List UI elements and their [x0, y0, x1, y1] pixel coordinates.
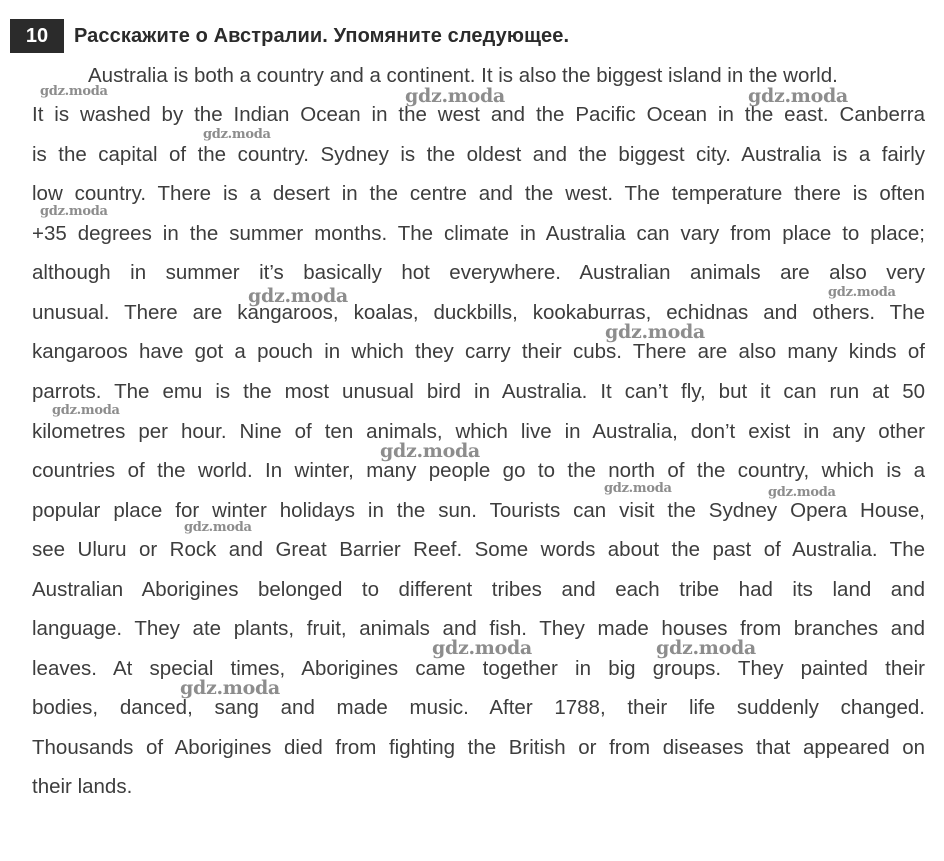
text-line: Australia is both a country and a continent. It is also the biggest island in the world.: [88, 64, 838, 87]
text-line: low country. There is a desert in the centre and the west. The temperature there is often: [32, 182, 925, 205]
watermark: gdz.moda: [52, 403, 120, 418]
text-line: kilometres per hour. Nine of ten animals, which live in Australia, don’t exist in any other: [32, 420, 925, 443]
text-line: leaves. At special times, Aborigines came together in big groups. They painted their: [32, 657, 925, 680]
text-line: parrots. The emu is the most unusual bird in Australia. It can’t fly, but it can run at 50: [32, 380, 925, 403]
text-line: Australian Aborigines belonged to different tribes and each tribe had its land and: [32, 578, 925, 601]
watermark: gdz.moda: [748, 85, 848, 107]
watermark: gdz.moda: [40, 204, 108, 219]
text-line: countries of the world. In winter, many people go to the north of the country, which is a: [32, 459, 925, 482]
watermark: gdz.moda: [405, 85, 505, 107]
watermark: gdz.moda: [380, 440, 480, 462]
watermark: gdz.moda: [432, 637, 532, 659]
text-line: popular place for winter holidays in the sun. Tourists can visit the Sydney Opera House,: [32, 499, 925, 522]
watermark: gdz.moda: [656, 637, 756, 659]
task-title: Расскажите о Австралии. Упомяните следующее.: [74, 24, 570, 47]
watermark: gdz.moda: [605, 321, 705, 343]
task-header: [10, 18, 569, 54]
watermark: gdz.moda: [184, 520, 252, 535]
task-number-badge: 10: [10, 19, 64, 53]
watermark: gdz.moda: [203, 127, 271, 142]
text-line: Thousands of Aborigines died from fighting the British or from diseases that appeared on: [32, 736, 925, 759]
watermark: gdz.moda: [828, 285, 896, 300]
text-line: +35 degrees in the summer months. The climate in Australia can vary from place to place;: [32, 222, 925, 245]
watermark: gdz.moda: [248, 285, 348, 307]
text-line: although in summer it’s basically hot everywhere. Australian animals are also very: [32, 261, 925, 284]
text-line: kangaroos have got a pouch in which they carry their cubs. There are also many kinds of: [32, 340, 925, 363]
watermark: gdz.moda: [604, 481, 672, 496]
text-line: It is washed by the Indian Ocean in the west and the Pacific Ocean in the east. Canberra: [32, 103, 925, 126]
text-line: bodies, danced, sang and made music. After 1788, their life suddenly changed.: [32, 696, 925, 719]
text-line: is the capital of the country. Sydney is the oldest and the biggest city. Australia is a fairly: [32, 143, 925, 166]
watermark: gdz.moda: [180, 677, 280, 699]
watermark: gdz.moda: [768, 485, 836, 500]
text-line: language. They ate plants, fruit, animals and fish. They made houses from branches and: [32, 617, 925, 640]
text-line: their lands.: [32, 775, 133, 798]
watermark: gdz.moda: [40, 84, 108, 99]
text-line: unusual. There are kangaroos, koalas, duckbills, kookaburras, echidnas and others. The: [32, 301, 925, 324]
text-line: see Uluru or Rock and Great Barrier Reef. Some words about the past of Australia. The: [32, 538, 925, 561]
